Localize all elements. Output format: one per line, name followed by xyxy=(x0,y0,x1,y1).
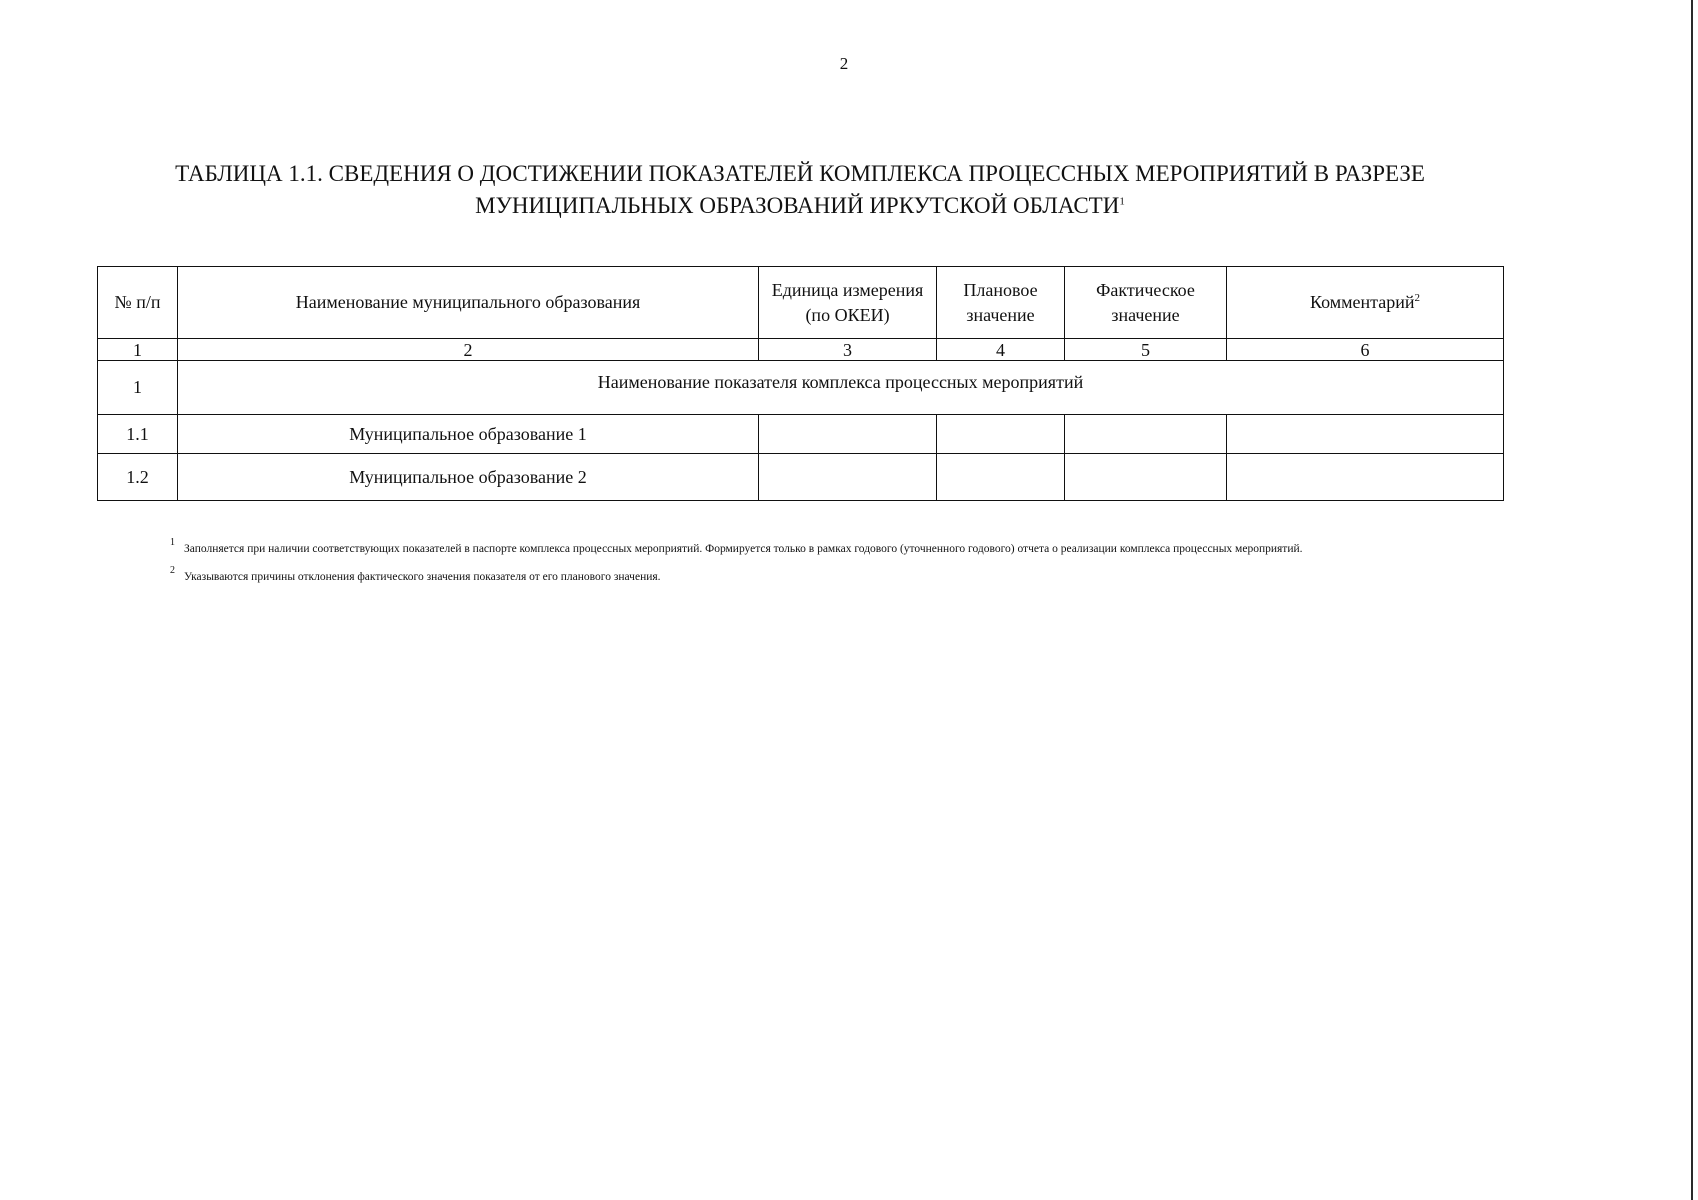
row-comment xyxy=(1227,454,1504,501)
header-num: № п/п xyxy=(98,267,178,339)
header-plan-line-1: Плановое xyxy=(963,279,1038,300)
page-number: 2 xyxy=(839,54,849,73)
indicator-group-num: 1 xyxy=(98,361,178,415)
footnote-2 xyxy=(170,565,1480,586)
column-number-cell: 6 xyxy=(1227,339,1504,361)
indicator-group-row xyxy=(98,361,1504,415)
footnote-2-text: Указываются причины отклонения фактического значения показателя от его планового значения. xyxy=(184,571,661,583)
footnote-2-mark: 2 xyxy=(170,565,175,576)
table-title xyxy=(150,158,1450,222)
header-unit-line-1: Единица измерения xyxy=(771,279,924,300)
row-plan-value xyxy=(937,415,1065,454)
column-number-cell: 5 xyxy=(1065,339,1227,361)
header-plan xyxy=(937,267,1065,339)
table-title-line-2-text: МУНИЦИПАЛЬНЫХ ОБРАЗОВАНИЙ ИРКУТСКОЙ ОБЛАСТИ xyxy=(475,193,1120,218)
footnote-1 xyxy=(170,537,1480,558)
footnotes xyxy=(170,537,1480,596)
header-fact-line-2: значение xyxy=(1111,304,1180,325)
header-fact-line-1: Фактическое xyxy=(1096,279,1195,300)
column-number-cell: 3 xyxy=(759,339,937,361)
header-fact xyxy=(1065,267,1227,339)
column-number-cell: 2 xyxy=(178,339,759,361)
table-title-line-1: ТАБЛИЦА 1.1. СВЕДЕНИЯ О ДОСТИЖЕНИИ ПОКАЗАТЕЛЕЙ КОМПЛЕКСА ПРОЦЕССНЫХ МЕРОПРИЯТИЙ В РАЗРЕЗЕ xyxy=(175,161,1425,186)
row-municipality-name: Муниципальное образование 2 xyxy=(178,454,759,501)
column-number-cell: 4 xyxy=(937,339,1065,361)
row-num: 1.2 xyxy=(98,454,178,501)
table-title-line-2 xyxy=(150,190,1450,222)
header-plan-line-2: значение xyxy=(966,304,1035,325)
row-fact-value xyxy=(1065,415,1227,454)
comment-footnote-ref: 2 xyxy=(1414,292,1420,304)
row-unit xyxy=(759,454,937,501)
table-row xyxy=(98,454,1504,501)
header-row xyxy=(98,267,1504,339)
table-row xyxy=(98,415,1504,454)
footnote-1-text: Заполняется при наличии соответствующих показателей в паспорте комплекса процессных мероприятий. Формируется только в рамках годового (уточненного годового) отчета о реализации комплекса процессных мероприятий. xyxy=(184,543,1303,555)
header-unit xyxy=(759,267,937,339)
row-fact-value xyxy=(1065,454,1227,501)
column-number-cell: 1 xyxy=(98,339,178,361)
report-table xyxy=(97,266,1504,501)
row-municipality-name: Муниципальное образование 1 xyxy=(178,415,759,454)
title-footnote-ref: 1 xyxy=(1119,195,1125,208)
header-comment-text: Комментарий xyxy=(1309,292,1415,312)
row-unit xyxy=(759,415,937,454)
header-comment xyxy=(1227,267,1504,339)
row-comment xyxy=(1227,415,1504,454)
row-num: 1.1 xyxy=(98,415,178,454)
row-plan-value xyxy=(937,454,1065,501)
header-unit-line-2: (по ОКЕИ) xyxy=(805,304,890,325)
header-name: Наименование муниципального образования xyxy=(178,267,759,339)
column-number-row xyxy=(98,339,1504,361)
indicator-group-label: Наименование показателя комплекса процессных мероприятий xyxy=(178,361,1504,415)
footnote-1-mark: 1 xyxy=(170,537,175,548)
scan-edge-line xyxy=(1691,0,1693,1200)
